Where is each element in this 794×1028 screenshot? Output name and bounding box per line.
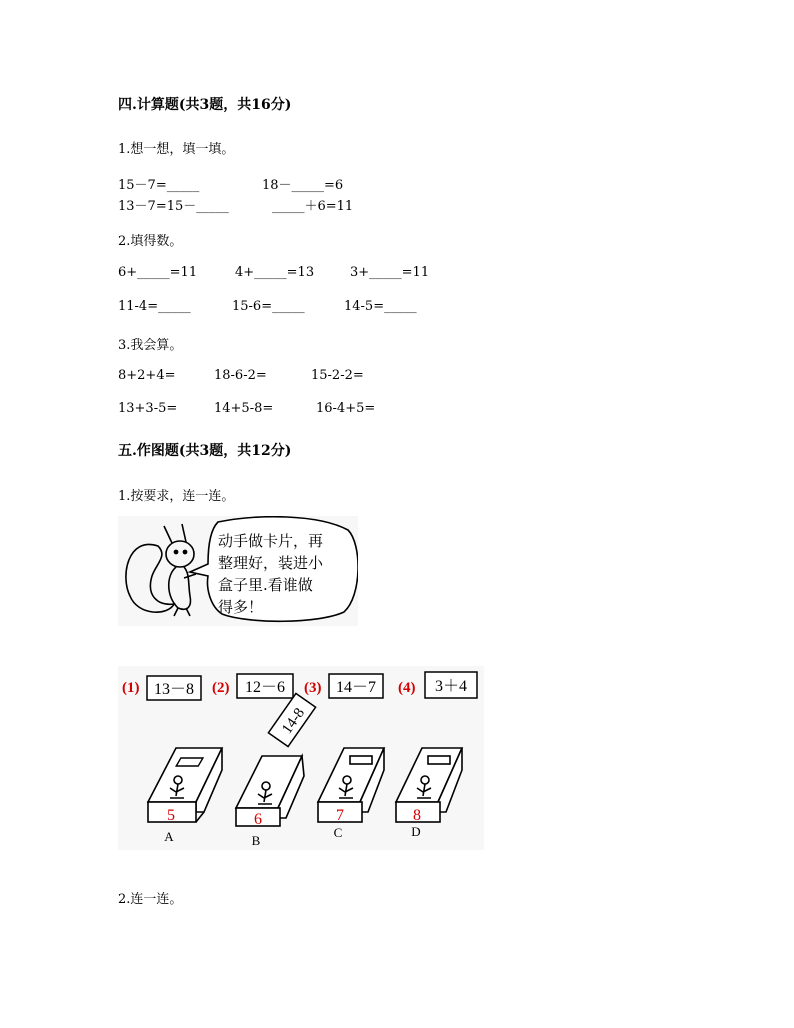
box-letter-d: D <box>411 824 421 839</box>
inserted-card-expr: 14-8 <box>279 705 309 737</box>
question-4-1-label: 1.想一想，填一填。 <box>118 142 235 157</box>
question-4-3-label: 3.我会算。 <box>118 338 183 353</box>
speech-line-1: 动手做卡片，再 <box>218 532 324 550</box>
box-letter-a: A <box>164 829 174 844</box>
box-value-a: 5 <box>167 807 175 824</box>
speech-line-3: 盒子里.看谁做 <box>218 576 313 594</box>
card-expr-1: 13－8 <box>153 681 195 698</box>
equation-4-1-a: 15－7=_____ <box>118 178 200 193</box>
equation-4-2-d: 11-4=_____ <box>118 299 191 314</box>
equation-4-2-a: 6+_____=11 <box>118 265 198 280</box>
card-expr-4: 3＋4 <box>434 678 468 695</box>
speech-line-4: 得多！ <box>218 598 264 616</box>
cards-boxes-figure <box>118 666 484 850</box>
card-number-2: (2) <box>212 680 230 696</box>
card-number-4: (4) <box>398 680 416 696</box>
equation-4-1-b: 18－_____=6 <box>262 178 344 193</box>
speech-line-2: 整理好，装进小 <box>218 554 324 572</box>
equation-4-2-b: 4+_____=13 <box>235 265 315 280</box>
equation-4-3-b: 18-6-2= <box>214 368 267 383</box>
equation-4-3-f: 16-4+5= <box>316 401 376 416</box>
card-number-1: (1) <box>122 680 140 696</box>
question-5-2-label: 2.连一连。 <box>118 892 183 907</box>
card-expr-3: 14－7 <box>335 679 377 696</box>
equation-4-2-f: 14-5=_____ <box>344 299 417 314</box>
equation-4-3-a: 8+2+4= <box>118 368 176 383</box>
equation-4-3-d: 13+3-5= <box>118 401 178 416</box>
card-number-3: (3) <box>304 680 322 696</box>
box-letter-b: B <box>251 833 261 848</box>
section-5-title: 五.作图题(共3题，共12分) <box>118 443 292 459</box>
question-4-2-label: 2.填得数。 <box>118 234 183 249</box>
squirrel-speech-figure <box>118 516 358 626</box>
card-expr-2: 12－6 <box>244 679 286 696</box>
equation-4-2-c: 3+_____=11 <box>350 265 430 280</box>
box-value-d: 8 <box>413 807 421 824</box>
equation-4-2-e: 15-6=_____ <box>232 299 305 314</box>
box-value-c: 7 <box>336 807 344 824</box>
section-4-title: 四.计算题(共3题，共16分) <box>118 97 292 113</box>
equation-4-3-c: 15-2-2= <box>311 368 364 383</box>
box-value-b: 6 <box>254 811 262 828</box>
equation-4-3-e: 14+5-8= <box>214 401 274 416</box>
equation-4-1-d: _____＋6=11 <box>272 199 354 214</box>
box-letter-c: C <box>333 825 343 840</box>
equation-4-1-c: 13－7=15－_____ <box>118 199 229 214</box>
question-5-1-label: 1.按要求，连一连。 <box>118 489 235 504</box>
